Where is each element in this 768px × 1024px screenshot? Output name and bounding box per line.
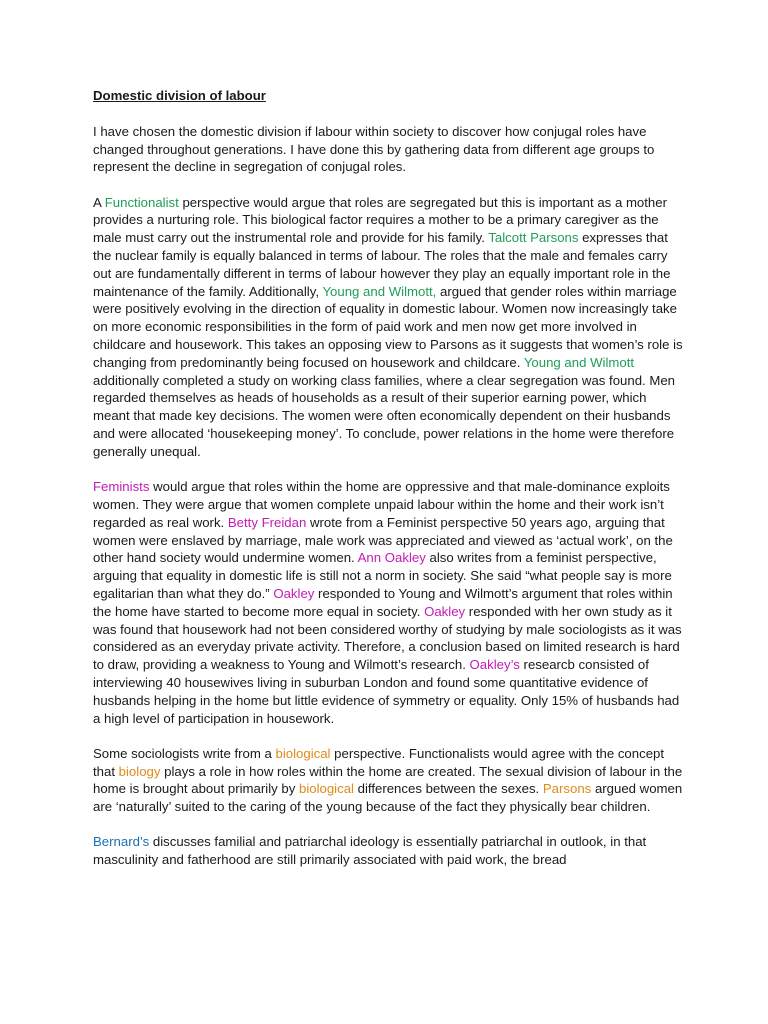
highlight-bernards: Bernard’s <box>93 834 150 850</box>
paragraph-bernard <box>93 833 683 869</box>
intro-text: I have chosen the domestic division if labour within society to discover how conjugal roles have changed throughout generations. I have done this by gathering data from different age groups to represent the decline in segregation of conjugal roles. <box>93 123 655 175</box>
text-run: perspective. Functionalists would agree with the concept that <box>93 745 665 779</box>
text-run: discusses familial and patriarchal ideology is essentially patriarchal in outlook, in that masculinity and fatherhood are still primarily associated with paid work, the bread <box>93 834 647 868</box>
text-run: also writes from a feminist perspective, arguing that equality in domestic life is still not a norm in society. She said “what people say is more egalitarian than what they do.” <box>93 550 672 601</box>
highlight-feminists: Feminists <box>93 479 150 495</box>
text-run: A <box>93 194 105 210</box>
highlight-young-wilmott: Young and Wilmott, <box>322 283 437 299</box>
paragraph-biological <box>93 745 683 816</box>
highlight-functionalist: Functionalist <box>104 194 179 210</box>
highlight-oakley: Oakley <box>424 603 466 619</box>
text-run: argued women are ‘naturally’ suited to the caring of the young because of the fact they physically bear children. <box>93 781 683 815</box>
text-run: researcb consisted of interviewing 40 housewives living in suburban London and found some quantitative evidence of husbands helping in the home but little evidence of symmetry or equality. Only 15% of husbands had a high level of participation in housework. <box>93 657 680 726</box>
paragraph-functionalist <box>93 194 683 461</box>
highlight-talcott-parsons: Talcott Parsons <box>488 230 579 246</box>
text-run: Some sociologists write from a <box>93 745 276 761</box>
highlight-oakleys: Oakley’s <box>469 657 520 673</box>
paragraph-intro <box>93 123 683 176</box>
highlight-young-wilmott: Young and Wilmott <box>523 354 635 370</box>
text-run: plays a role in how roles within the home are created. The sexual division of labour in the home is brought about primarily by <box>93 763 683 797</box>
highlight-betty-freidan: Betty Freidan <box>227 514 307 530</box>
document-page <box>93 87 683 887</box>
highlight-parsons: Parsons <box>542 781 592 797</box>
highlight-biology: biology <box>118 763 161 779</box>
text-run: would argue that roles within the home are oppressive and that male-dominance exploits women. They were argue that women complete unpaid labour within the home and their work isn’t regarded as real work. <box>93 479 670 530</box>
document-title: Domestic division of labour <box>93 88 266 103</box>
text-run: perspective would argue that roles are segregated but this is important as a mother provides a nurturing role. This biological factor requires a mother to be a primary caregiver as the male must carry out the instrumental role and provide for his family. <box>93 194 667 246</box>
text-run: argued that gender roles within marriage were positively evolving in the direction of equality in domestic labour. Women now increasingly take on more economic responsibilities in the form of paid work and men now get more involved in childcare and housework. This takes an opposing view to Parsons as it suggests that women’s role is changing from predominantly being focused on housework and childcare. <box>93 283 683 370</box>
highlight-biological: biological <box>275 745 331 761</box>
text-run: differences between the sexes. <box>353 781 543 797</box>
highlight-ann-oakley: Ann Oakley <box>357 550 426 566</box>
text-run: responded to Young and Wilmott’s argument that roles within the home have started to become more equal in society. <box>93 585 673 619</box>
text-run: additionally completed a study on working class families, where a clear segregation was found. Men regarded themselves as heads of households as a result of their superior earning power, which meant that made key decisions. The women were often economically dependent on their husbands and were allocated ‘housekeeping money’. To conclude, power relations in the home were therefore generally unequal. <box>93 372 676 459</box>
text-run: wrote from a Feminist perspective 50 years ago, arguing that women were enslaved by marriage, male work was appreciated and viewed as ‘actual work’, on the other hand society would undermine women. <box>93 514 673 566</box>
text-run: expresses that the nuclear family is equally balanced in terms of labour. The roles that the male and females carry out are fundamentally different in terms of labour however they play an equally important role in the maintenance of the family. Additionally, <box>93 230 671 299</box>
highlight-oakley: Oakley <box>273 585 315 601</box>
highlight-biological: biological <box>298 781 354 797</box>
paragraph-feminist <box>93 478 683 727</box>
text-run: responded with her own study as it was found that housework had not been considered worthy of studying by male sociologists as it was considered as an everyday private activity. Therefore, a conclusion based on limited research is hard to draw, providing a weakness to Young and Wilmott’s research. <box>93 603 682 673</box>
